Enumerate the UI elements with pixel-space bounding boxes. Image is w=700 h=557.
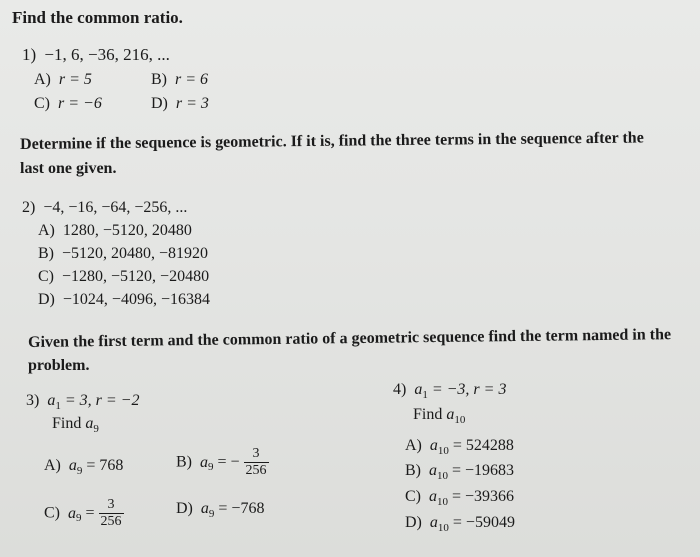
q3-choice-d-value: = −768: [218, 500, 265, 517]
q3-choice-b-var: a: [200, 453, 208, 471]
q3-choice-c-sub: 9: [76, 512, 82, 525]
q3-choice-d-label: D): [176, 500, 193, 517]
q3-choice-a-label: A): [44, 457, 61, 474]
q1-choice-a[interactable]: [34, 71, 92, 89]
q4-var: a: [414, 381, 423, 398]
q2-choice-d-text: −1024, −4096, −16384: [62, 291, 210, 308]
q1-choice-d-text: r = 3: [175, 95, 209, 112]
q4-find-var: a: [446, 406, 455, 423]
q1-choice-b-text: r = 6: [175, 71, 209, 88]
q3-choice-b-label: B): [176, 453, 192, 471]
q4-choice-a-value: = 524288: [452, 437, 514, 454]
q4-choice-c[interactable]: [405, 488, 514, 508]
q3-choice-b[interactable]: [176, 446, 269, 479]
q3-choice-c[interactable]: [44, 497, 124, 530]
q4-choice-d-value: = −59049: [452, 514, 515, 531]
q2-choice-b-text: −5120, 20480, −81920: [62, 245, 209, 262]
q4-choice-d-label: D): [405, 514, 422, 531]
q2-sequence: −4, −16, −64, −256, ...: [43, 199, 188, 216]
q3-choice-c-var: a: [68, 504, 76, 522]
q4-choice-d-sub: 10: [437, 522, 449, 534]
q4-find: [413, 406, 465, 426]
q3-choice-a-sub: 9: [76, 465, 83, 477]
q3-find: [52, 415, 99, 435]
q4-choice-c-value: = −39366: [452, 488, 515, 505]
q4-find-word: Find: [413, 406, 443, 423]
q1-number: 1): [22, 45, 37, 64]
q1-choice-d-label: D): [151, 95, 168, 112]
q3-sub-first: 1: [55, 400, 61, 412]
q4-choice-d-var: a: [429, 514, 438, 531]
q2-choice-a[interactable]: [38, 222, 192, 240]
q3-given-tail: = 3, r = −2: [64, 392, 140, 409]
q4-sub-target: 10: [454, 414, 466, 426]
q1-choice-b-label: B): [151, 71, 167, 88]
q4-choice-c-var: a: [429, 488, 437, 505]
q3-choice-a[interactable]: [44, 457, 123, 477]
q4-choice-a-label: A): [405, 437, 422, 454]
q2-choice-a-text: 1280, −5120, 20480: [62, 222, 192, 239]
q1-sequence: −1, 6, −36, 216, ...: [44, 45, 170, 64]
q3-choice-d[interactable]: [176, 500, 264, 520]
section3-heading-line2: problem.: [28, 357, 90, 374]
q4-given: [393, 381, 506, 401]
q3-choice-c-label: C): [44, 504, 60, 522]
q4-choice-b-value: = −19683: [452, 462, 515, 479]
q4-choice-a[interactable]: [405, 437, 514, 457]
q2-choice-d[interactable]: [38, 291, 210, 309]
q4-choice-b-var: a: [429, 462, 437, 479]
q3-choice-b-sub: 9: [208, 461, 214, 474]
q1-choice-b[interactable]: [151, 71, 208, 89]
q2-choice-a-label: A): [38, 222, 55, 239]
q3-choice-b-denominator: 256: [245, 463, 267, 478]
q3-find-var: a: [85, 415, 94, 432]
q3-choice-d-var: a: [200, 500, 209, 517]
q4-choice-d[interactable]: [405, 514, 515, 534]
q3-var: a: [47, 392, 56, 409]
q2-choice-b[interactable]: [38, 245, 208, 263]
q3-sub-target: 9: [93, 423, 99, 435]
q2-number: 2): [22, 199, 36, 216]
q2-choice-d-label: D): [38, 291, 55, 308]
q1-choice-d[interactable]: [151, 95, 209, 113]
q4-choice-c-sub: 10: [437, 496, 448, 508]
q3-choice-b-prefix: = −: [217, 453, 240, 471]
q4-number: 4): [393, 381, 407, 398]
q4-choice-c-label: C): [405, 488, 421, 505]
q3-choice-c-denominator: 256: [100, 514, 122, 529]
q3-find-word: Find: [52, 415, 82, 432]
q4-choice-b-label: B): [405, 462, 421, 479]
q1-choice-c-label: C): [34, 95, 50, 112]
q4-choice-b[interactable]: [405, 462, 514, 482]
section2-heading-line2: last one given.: [20, 160, 117, 177]
q1-choice-c-text: r = −6: [58, 95, 102, 112]
q4-choice-a-sub: 10: [437, 445, 449, 457]
q3-choice-b-fraction: [244, 446, 269, 479]
q4-given-tail: = −3, r = 3: [431, 381, 507, 398]
q1-prompt: [22, 45, 170, 65]
q4-choice-a-var: a: [429, 437, 438, 454]
q4-choice-b-sub: 10: [437, 470, 448, 482]
q3-number: 3): [26, 392, 40, 409]
q2-prompt: [22, 199, 187, 217]
q3-given: [26, 392, 139, 412]
q3-choice-a-value: = 768: [86, 457, 124, 474]
q3-choice-c-numerator: 3: [99, 497, 124, 514]
q2-choice-b-label: B): [38, 245, 54, 262]
section1-heading: Find the common ratio.: [12, 8, 183, 27]
q1-choice-a-label: A): [34, 71, 51, 88]
section3-heading-line1: Given the first term and the common ratio of a geometric sequence find the term named in the: [28, 326, 672, 351]
q2-choice-c-label: C): [38, 268, 54, 285]
q2-choice-c-text: −1280, −5120, −20480: [62, 268, 210, 285]
q3-choice-c-prefix: =: [85, 504, 95, 522]
section2-heading-line1: Determine if the sequence is geometric. If it is, find the three terms in the sequence after the: [20, 129, 644, 153]
q1-choice-c[interactable]: [34, 95, 102, 113]
q3-choice-c-fraction: [99, 497, 124, 530]
q3-choice-d-sub: 9: [208, 508, 215, 520]
q4-sub-first: 1: [422, 389, 428, 401]
q2-choice-c[interactable]: [38, 268, 209, 286]
q3-choice-a-var: a: [68, 457, 77, 474]
q1-choice-a-text: r = 5: [58, 71, 92, 88]
q3-choice-b-numerator: 3: [244, 446, 269, 463]
